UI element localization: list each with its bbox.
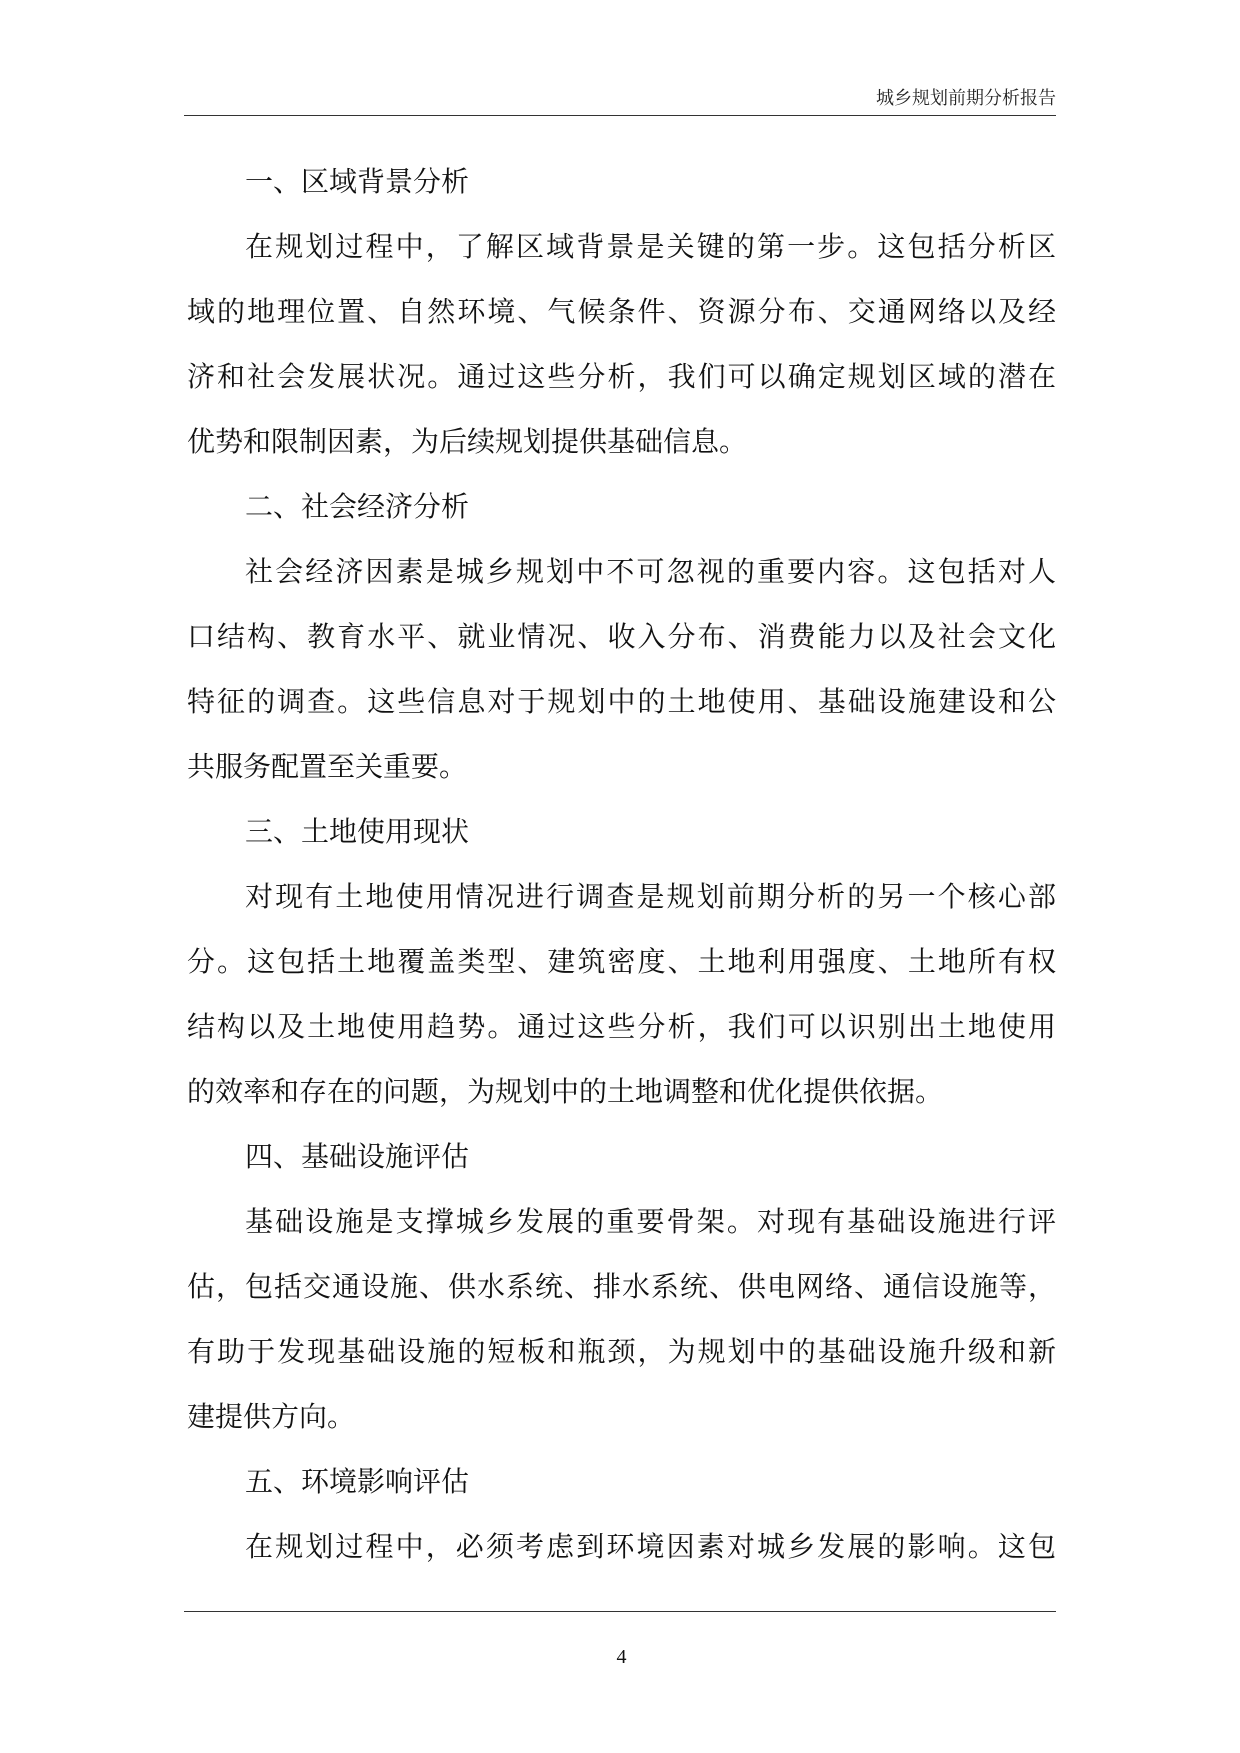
paragraph-line: 共服务配置至关重要。 bbox=[187, 752, 468, 783]
paragraph bbox=[187, 865, 1056, 1125]
section-heading: 四、基础设施评估 bbox=[245, 1142, 470, 1173]
paragraph-line: 济和社会发展状况。通过这些分析，我们可以确定规划区域的潜在 bbox=[187, 362, 1056, 393]
paragraph bbox=[187, 1190, 1056, 1450]
paragraph bbox=[187, 540, 1056, 800]
header-rule bbox=[184, 115, 1056, 116]
paragraph-line: 建提供方向。 bbox=[187, 1402, 356, 1433]
paragraph-line: 特征的调查。这些信息对于规划中的土地使用、基础设施建设和公 bbox=[187, 687, 1056, 718]
section-heading: 二、社会经济分析 bbox=[245, 492, 470, 523]
paragraph-line: 在规划过程中，必须考虑到环境因素对城乡发展的影响。这包 bbox=[245, 1532, 1056, 1563]
paragraph-line: 结构以及土地使用趋势。通过这些分析，我们可以识别出土地使用 bbox=[187, 1012, 1056, 1043]
section-heading: 五、环境影响评估 bbox=[245, 1467, 470, 1498]
document-body bbox=[187, 150, 1056, 1580]
section-heading: 三、土地使用现状 bbox=[245, 817, 470, 848]
footer-rule bbox=[184, 1611, 1056, 1612]
paragraph-line: 有助于发现基础设施的短板和瓶颈，为规划中的基础设施升级和新 bbox=[187, 1337, 1056, 1368]
paragraph-line: 的效率和存在的问题，为规划中的土地调整和优化提供依据。 bbox=[187, 1077, 944, 1108]
paragraph-line: 在规划过程中，了解区域背景是关键的第一步。这包括分析区 bbox=[245, 232, 1056, 263]
paragraph-line: 分。这包括土地覆盖类型、建筑密度、土地利用强度、土地所有权 bbox=[187, 947, 1056, 978]
paragraph-line: 估，包括交通设施、供水系统、排水系统、供电网络、通信设施等， bbox=[187, 1272, 1056, 1303]
paragraph-line: 对现有土地使用情况进行调查是规划前期分析的另一个核心部 bbox=[245, 882, 1056, 913]
paragraph-line: 优势和限制因素，为后续规划提供基础信息。 bbox=[187, 427, 748, 458]
paragraph-line: 域的地理位置、自然环境、气候条件、资源分布、交通网络以及经 bbox=[187, 297, 1056, 328]
paragraph-line: 基础设施是支撑城乡发展的重要骨架。对现有基础设施进行评 bbox=[245, 1207, 1056, 1238]
paragraph bbox=[187, 215, 1056, 475]
paragraph bbox=[187, 1515, 1056, 1580]
page-header-title: 城乡规划前期分析报告 bbox=[876, 88, 1056, 108]
page-number: 4 bbox=[616, 1646, 627, 1668]
section-heading: 一、区域背景分析 bbox=[245, 167, 470, 198]
paragraph-line: 社会经济因素是城乡规划中不可忽视的重要内容。这包括对人 bbox=[245, 557, 1056, 588]
paragraph-line: 口结构、教育水平、就业情况、收入分布、消费能力以及社会文化 bbox=[187, 622, 1056, 653]
